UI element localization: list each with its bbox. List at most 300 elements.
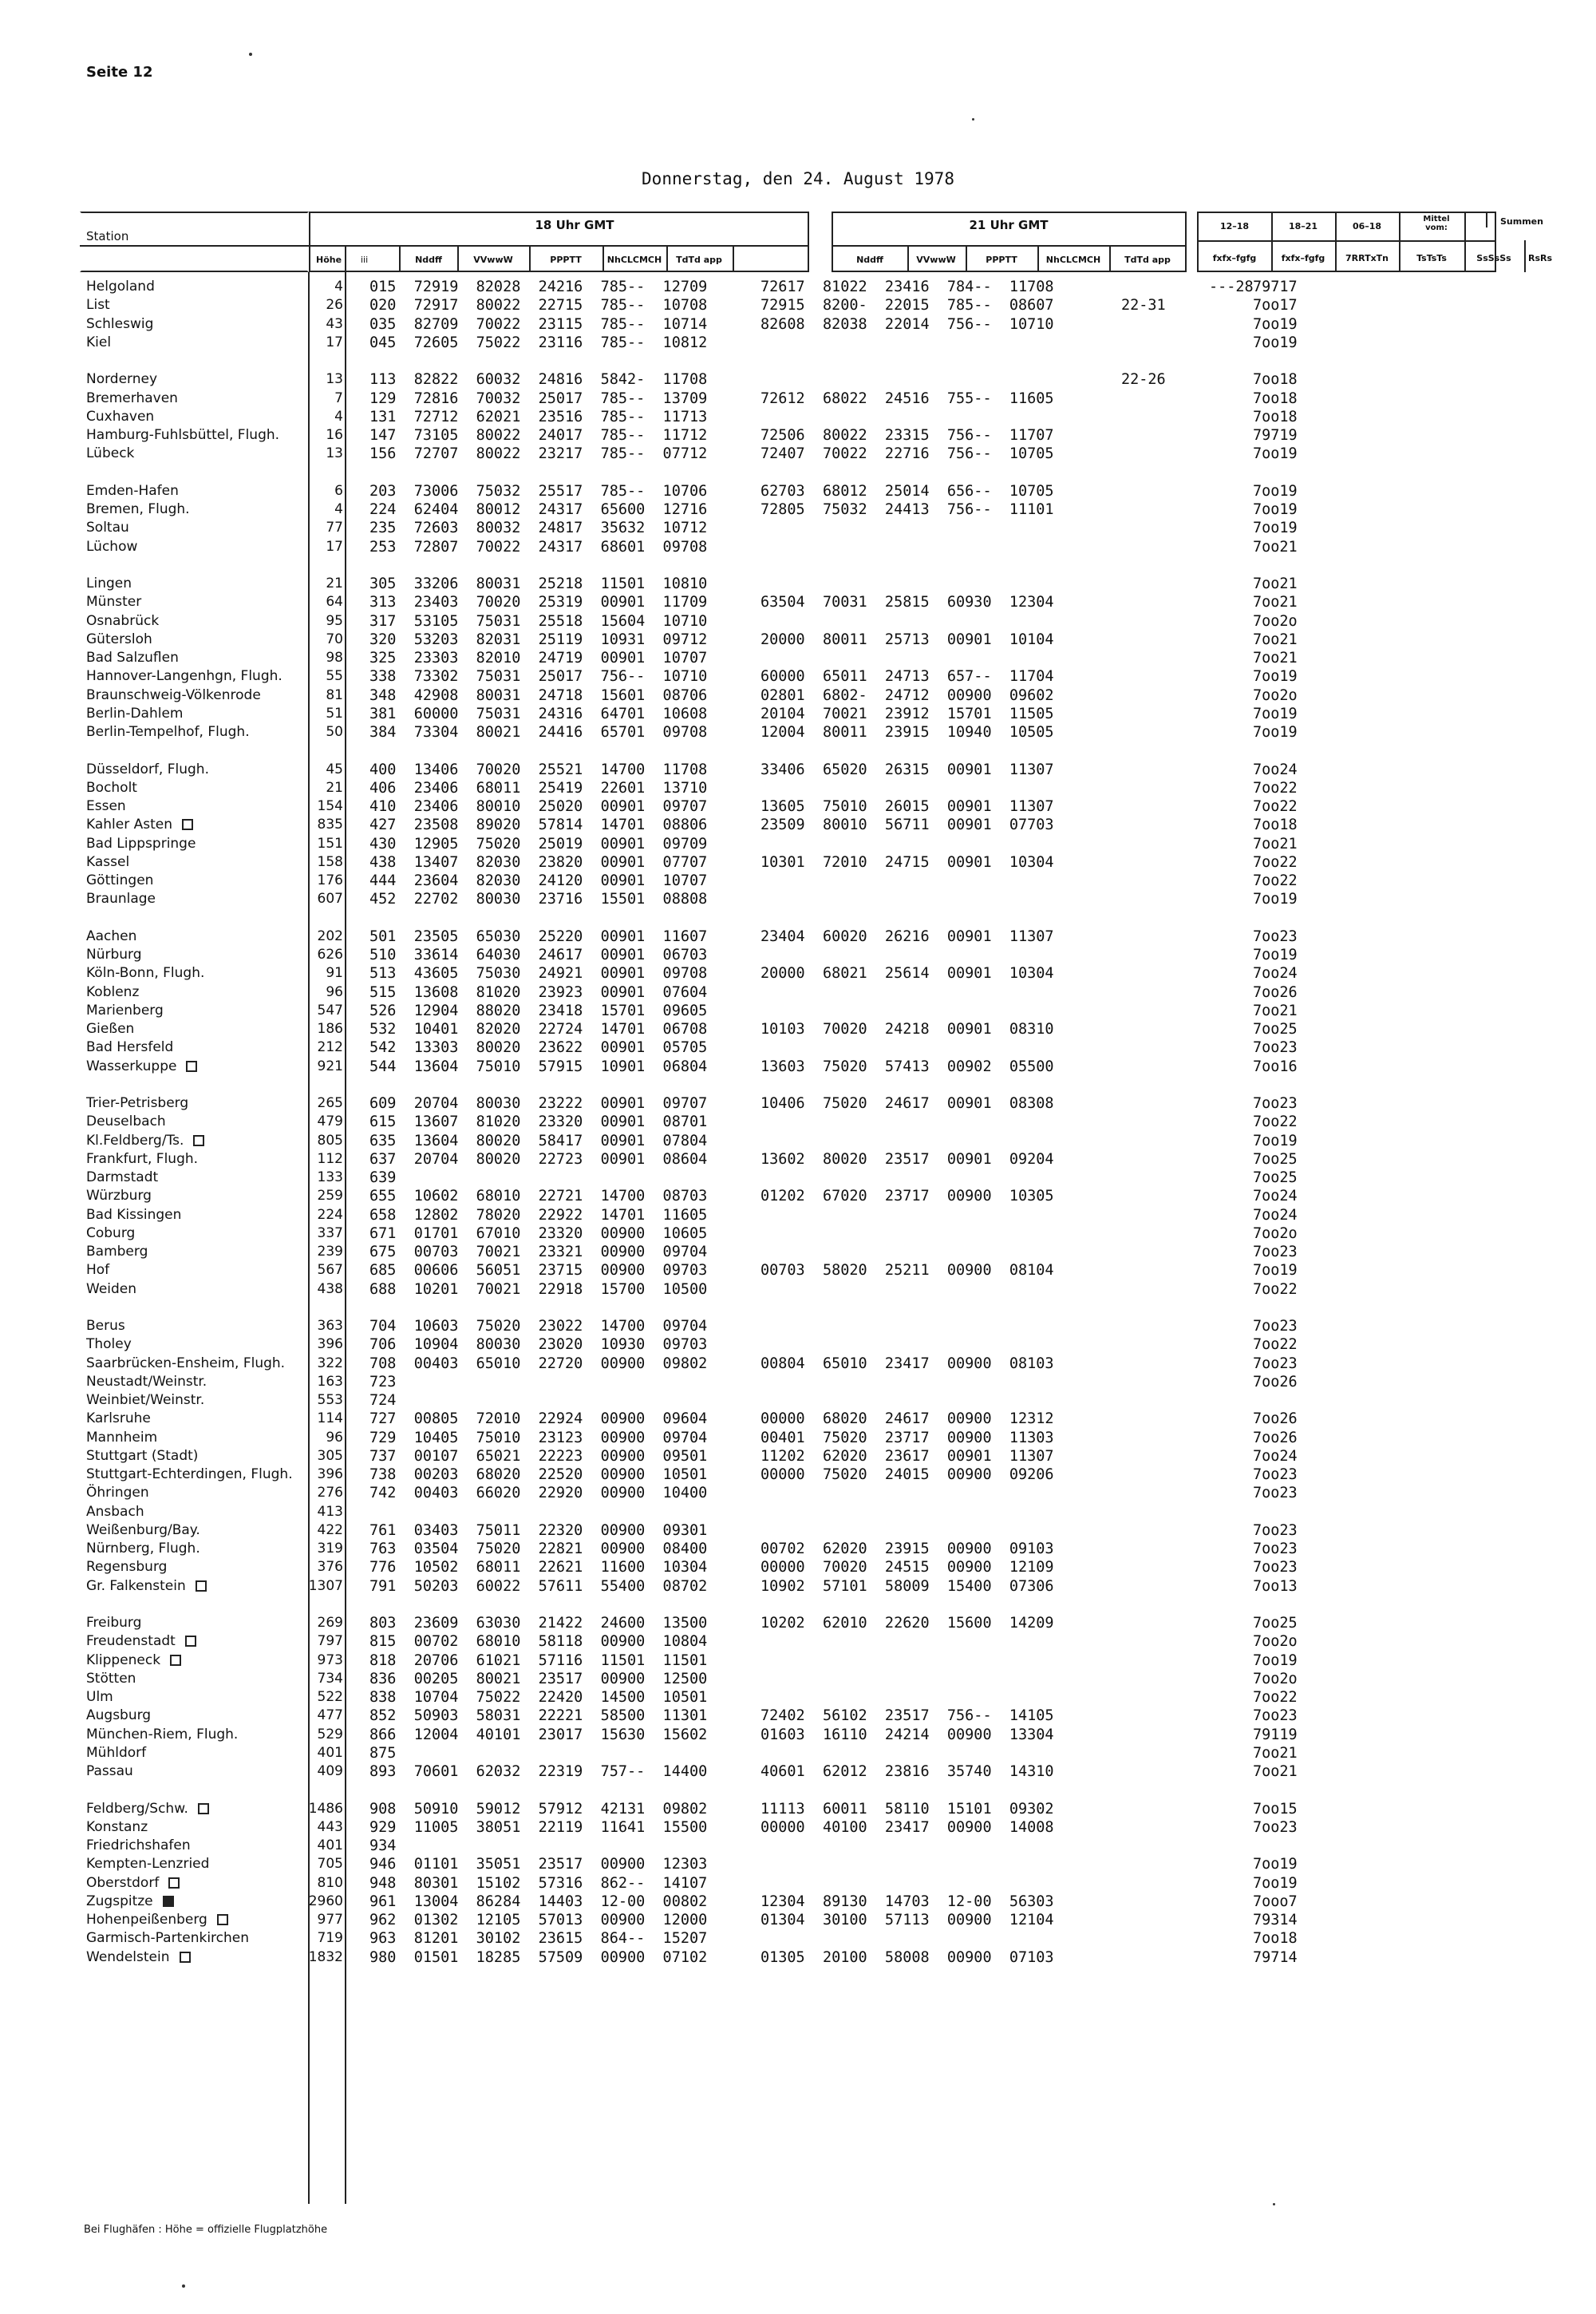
extremes-06-18: 7oo18 bbox=[1253, 408, 1298, 425]
table-row bbox=[0, 1670, 1596, 1688]
header-sub-summen-1: SsSsSs bbox=[1476, 253, 1511, 263]
table-row bbox=[0, 593, 1596, 611]
station-height: 6 bbox=[334, 482, 343, 499]
station-name: Norderney bbox=[86, 371, 158, 388]
extremes-06-18: 7oo19 bbox=[1253, 1651, 1298, 1669]
extremes-06-18: 7oo23 bbox=[1253, 1355, 1298, 1372]
divider bbox=[1399, 212, 1400, 272]
obs-18: 235 72603 80032 24817 35632 10712 bbox=[369, 520, 708, 537]
header-hoehe: Höhe bbox=[316, 255, 342, 265]
station-name: Stuttgart-Echterdingen, Flugh. bbox=[86, 1466, 293, 1482]
header-18-col-1: Nddff bbox=[415, 255, 442, 265]
table-row bbox=[0, 315, 1596, 334]
table-row bbox=[0, 1540, 1596, 1558]
obs-18: 381 60000 75031 24316 64701 10608 bbox=[369, 705, 708, 722]
extremes-06-18: 7oo19 bbox=[1253, 705, 1298, 722]
obs-18: 655 10602 68010 22721 14700 08703 bbox=[369, 1188, 708, 1205]
station-height: 396 bbox=[317, 1336, 343, 1353]
header-summen: Summen bbox=[1500, 216, 1543, 227]
obs-21: 72407 70022 22716 756-- 10705 bbox=[760, 445, 1054, 463]
station-name: Kempten-Lenzried bbox=[86, 1856, 210, 1873]
extremes-06-18: 7oo23 bbox=[1253, 1707, 1298, 1725]
extremes-06-18: 7oo22 bbox=[1253, 798, 1298, 815]
extremes-06-18: 7oo18 bbox=[1253, 390, 1298, 407]
obs-18: 763 03504 75020 22821 00900 08400 bbox=[369, 1541, 708, 1557]
obs-21: 33406 65020 26315 00901 11307 bbox=[760, 761, 1054, 778]
station-height: 21 bbox=[326, 779, 343, 796]
station-name: Bamberg bbox=[86, 1244, 148, 1260]
station-name: Tholey bbox=[86, 1336, 132, 1353]
extremes-06-18: 79719 bbox=[1253, 427, 1298, 444]
station-name: Trier-Petrisberg bbox=[86, 1095, 189, 1111]
obs-18: 962 01302 12105 57013 00900 12000 bbox=[369, 1912, 708, 1928]
open-square-icon bbox=[217, 1914, 228, 1925]
station-height: 547 bbox=[317, 1002, 343, 1019]
obs-18: 224 62404 80012 24317 65600 12716 bbox=[369, 501, 708, 518]
obs-18: 438 13407 82030 23820 00901 07707 bbox=[369, 853, 708, 871]
table-row bbox=[0, 1187, 1596, 1205]
table-header bbox=[80, 212, 1553, 272]
station-name: Weißenburg/Bay. bbox=[86, 1521, 200, 1538]
obs-18: 637 20704 80020 22723 00901 08604 bbox=[369, 1150, 708, 1168]
obs-21: 23509 80010 56711 00901 07703 bbox=[760, 817, 1054, 834]
table-row bbox=[0, 1577, 1596, 1596]
extremes-06-18: 7oo22 bbox=[1253, 1336, 1298, 1354]
extremes-06-18: 7oo24 bbox=[1253, 1188, 1298, 1205]
station-name: Bad Salzuflen bbox=[86, 650, 179, 666]
table-row bbox=[0, 816, 1596, 834]
obs-18: 688 10201 70021 22918 15700 10500 bbox=[369, 1280, 708, 1298]
station-name: Osnabrück bbox=[86, 612, 160, 629]
station-name: Wendelstein bbox=[86, 1948, 191, 1967]
divider bbox=[907, 245, 909, 272]
table-row bbox=[0, 1113, 1596, 1131]
obs-21: 11113 60011 58110 15101 09302 bbox=[760, 1800, 1054, 1818]
obs-18: 908 50910 59012 57912 42131 09802 bbox=[369, 1800, 708, 1818]
obs-21: 10202 62010 22620 15600 14209 bbox=[760, 1615, 1054, 1632]
extremes-06-18: 7oo13 bbox=[1253, 1577, 1298, 1595]
obs-18: 776 10502 68011 22621 11600 10304 bbox=[369, 1559, 708, 1576]
extremes-06-18: 7oo21 bbox=[1253, 631, 1298, 648]
extremes-06-18: 7oo19 bbox=[1253, 668, 1298, 686]
station-height: 43 bbox=[326, 315, 343, 332]
obs-21: 00000 75020 24015 00900 09206 bbox=[760, 1466, 1054, 1483]
divider bbox=[1335, 212, 1337, 272]
header-sub-06-18: 7RRTxTn bbox=[1345, 253, 1389, 263]
station-name: Hannover-Langenhgn, Flugh. bbox=[86, 668, 282, 685]
table-row bbox=[0, 1094, 1596, 1113]
extremes-06-18: 7oo22 bbox=[1253, 1113, 1298, 1131]
table-row bbox=[0, 1038, 1596, 1057]
extremes-06-18: 7oo24 bbox=[1253, 965, 1298, 983]
obs-18: 963 81201 30102 23615 864-- 15207 bbox=[369, 1930, 708, 1948]
table-row bbox=[0, 1466, 1596, 1484]
station-name: Karlsruhe bbox=[86, 1410, 151, 1427]
scan-speck bbox=[972, 118, 974, 121]
station-height: 158 bbox=[317, 853, 343, 870]
obs-21: 10406 75020 24617 00901 08308 bbox=[760, 1095, 1054, 1112]
station-name: Helgoland bbox=[86, 279, 155, 295]
table-row bbox=[0, 575, 1596, 593]
header-station-line bbox=[80, 245, 309, 247]
station-height: 4 bbox=[334, 501, 343, 517]
table-row bbox=[0, 853, 1596, 872]
table-row bbox=[0, 1484, 1596, 1502]
station-height: 396 bbox=[317, 1466, 343, 1482]
station-height: 7 bbox=[334, 390, 343, 406]
filled-square-icon bbox=[163, 1896, 174, 1907]
extremes-06-18: 7oo21 bbox=[1253, 1002, 1298, 1019]
obs-18: 400 13406 70020 25521 14700 11708 bbox=[369, 761, 708, 778]
obs-21: 13603 75020 57413 00902 05500 bbox=[760, 1058, 1054, 1075]
obs-21: 01304 30100 57113 00900 12104 bbox=[760, 1912, 1054, 1928]
obs-18: 875 bbox=[369, 1744, 397, 1762]
obs-21: 01305 20100 58008 00900 07103 bbox=[760, 1948, 1054, 1966]
obs-21: 11202 62020 23617 00901 11307 bbox=[760, 1447, 1054, 1465]
station-height: 154 bbox=[317, 798, 343, 814]
station-name: Bocholt bbox=[86, 779, 137, 796]
obs-18: 866 12004 40101 23017 15630 15602 bbox=[369, 1726, 708, 1743]
station-name: Kiel bbox=[86, 334, 112, 350]
station-height: 224 bbox=[317, 1206, 343, 1223]
divider bbox=[602, 245, 604, 272]
station-height: 413 bbox=[317, 1503, 343, 1520]
station-name: Kahler Asten bbox=[86, 816, 193, 834]
obs-18: 410 23406 80010 25020 00901 09707 bbox=[369, 798, 708, 815]
extremes-06-18: 7oo19 bbox=[1253, 891, 1298, 908]
obs-21: 13602 80020 23517 00901 09204 bbox=[760, 1150, 1054, 1168]
station-name: Koblenz bbox=[86, 983, 140, 1000]
open-square-icon bbox=[185, 1636, 196, 1647]
extremes-06-18: 7oo19 bbox=[1253, 334, 1298, 351]
obs-18: 338 73302 75031 25017 756-- 10710 bbox=[369, 668, 708, 686]
extremes-06-18: 7oo23 bbox=[1253, 1039, 1298, 1057]
obs-18: 430 12905 75020 25019 00901 09709 bbox=[369, 835, 708, 852]
obs-18: 609 20704 80030 23222 00901 09707 bbox=[369, 1095, 708, 1112]
obs-18: 513 43605 75030 24921 00901 09708 bbox=[369, 965, 708, 983]
station-name: Bad Lippspringe bbox=[86, 835, 196, 852]
obs-18: 893 70601 62032 22319 757-- 14400 bbox=[369, 1763, 708, 1780]
table-row bbox=[0, 1132, 1596, 1150]
station-name: Kl.Feldberg/Ts. bbox=[86, 1132, 204, 1150]
station-name: Köln-Bonn, Flugh. bbox=[86, 965, 205, 982]
station-name: Garmisch-Partenkirchen bbox=[86, 1930, 250, 1947]
header-21-col-2: VVwwW bbox=[916, 255, 956, 265]
station-name: Augsburg bbox=[86, 1707, 152, 1724]
obs-21: 82608 82038 22014 756-- 10710 bbox=[760, 315, 1054, 333]
obs-21: 01603 16110 24214 00900 13304 bbox=[760, 1726, 1054, 1743]
table-row bbox=[0, 1929, 1596, 1948]
station-height: 70 bbox=[326, 631, 343, 647]
extremes-06-18: 7oo19 bbox=[1253, 445, 1298, 463]
obs-21: 00000 70020 24515 00900 12109 bbox=[760, 1559, 1054, 1576]
station-name: Bad Hersfeld bbox=[86, 1039, 174, 1056]
extremes-06-18: 7oo23 bbox=[1253, 1244, 1298, 1260]
obs-21: 13605 75010 26015 00901 11307 bbox=[760, 798, 1054, 815]
extremes-06-18: 7oo19 bbox=[1253, 1856, 1298, 1873]
obs-18: 658 12802 78020 22922 14701 11605 bbox=[369, 1206, 708, 1224]
extremes-06-18: 79717 bbox=[1253, 279, 1298, 295]
station-height: 64 bbox=[326, 594, 343, 611]
station-height: 50 bbox=[326, 724, 343, 740]
station-name: Bremen, Flugh. bbox=[86, 501, 190, 517]
table-row bbox=[0, 723, 1596, 742]
station-height: 112 bbox=[317, 1150, 343, 1167]
station-height: 376 bbox=[317, 1559, 343, 1576]
obs-18: 131 72712 62021 23516 785-- 11713 bbox=[369, 408, 708, 425]
obs-18: 671 01701 67010 23320 00900 10605 bbox=[369, 1224, 708, 1242]
station-name: Hof bbox=[86, 1262, 110, 1279]
header-06-18: 06–18 bbox=[1352, 221, 1382, 231]
scan-speck bbox=[249, 53, 252, 56]
obs-21: 72617 81022 23416 784-- 11708 bbox=[760, 279, 1054, 295]
extremes-06-18: 7oo26 bbox=[1253, 1429, 1298, 1446]
divider bbox=[1109, 245, 1111, 272]
station-name: Münster bbox=[86, 594, 142, 611]
obs-18: 803 23609 63030 21422 24600 13500 bbox=[369, 1615, 708, 1632]
extremes-06-18: 7oo26 bbox=[1253, 1373, 1298, 1390]
obs-21: 00702 62020 23915 00900 09103 bbox=[760, 1541, 1054, 1557]
obs-21: 40601 62012 23816 35740 14310 bbox=[760, 1763, 1054, 1780]
gust-18-21: ---28 bbox=[1209, 279, 1254, 295]
extremes-06-18: 7oo19 bbox=[1253, 520, 1298, 537]
station-name: Konstanz bbox=[86, 1818, 148, 1835]
obs-18: 724 bbox=[369, 1392, 397, 1409]
header-group-21: 21 Uhr GMT bbox=[969, 218, 1049, 232]
obs-21: 72506 80022 23315 756-- 11707 bbox=[760, 427, 1054, 444]
station-name: Regensburg bbox=[86, 1559, 168, 1576]
station-name: Göttingen bbox=[86, 872, 154, 888]
obs-18: 729 10405 75010 23123 00900 09704 bbox=[369, 1429, 708, 1446]
extremes-06-18: 7oo22 bbox=[1253, 1689, 1298, 1706]
table-row bbox=[0, 519, 1596, 537]
divider bbox=[1464, 212, 1466, 272]
station-name: Hamburg-Fuhlsbüttel, Flugh. bbox=[86, 427, 280, 443]
station-height: 705 bbox=[317, 1856, 343, 1873]
obs-18: 305 33206 80031 25218 11501 10810 bbox=[369, 576, 708, 592]
divider bbox=[666, 245, 668, 272]
extremes-06-18: 7oo21 bbox=[1253, 576, 1298, 592]
date-line: Donnerstag, den 24. August 1978 bbox=[642, 169, 954, 188]
table-row bbox=[0, 1261, 1596, 1280]
obs-18: 742 00403 66020 22920 00900 10400 bbox=[369, 1485, 708, 1502]
station-name: Braunschweig-Völkenrode bbox=[86, 686, 261, 703]
obs-18: 526 12904 88020 23418 15701 09605 bbox=[369, 1002, 708, 1019]
station-height: 322 bbox=[317, 1355, 343, 1371]
table-row bbox=[0, 1280, 1596, 1299]
table-row bbox=[0, 835, 1596, 853]
station-name: Berus bbox=[86, 1318, 125, 1334]
table-row bbox=[0, 1410, 1596, 1428]
station-name: Gießen bbox=[86, 1021, 135, 1037]
station-height: 401 bbox=[317, 1744, 343, 1761]
obs-21: 72915 8200- 22015 785-- 08607 bbox=[760, 297, 1054, 314]
station-height: 202 bbox=[317, 928, 343, 944]
obs-18: 708 00403 65010 22720 00900 09802 bbox=[369, 1355, 708, 1372]
divider bbox=[1486, 212, 1487, 227]
table-row bbox=[0, 1169, 1596, 1187]
obs-18: 317 53105 75031 25518 15604 10710 bbox=[369, 612, 708, 630]
obs-21: 02801 6802- 24712 00900 09602 bbox=[760, 686, 1054, 704]
station-height: 269 bbox=[317, 1615, 343, 1631]
obs-21: 00804 65010 23417 00900 08103 bbox=[760, 1355, 1054, 1372]
extremes-06-18: 7oo21 bbox=[1253, 538, 1298, 556]
extremes-06-18: 7oo23 bbox=[1253, 1466, 1298, 1483]
header-18-col-5: TdTd app bbox=[676, 255, 722, 265]
station-height: 319 bbox=[317, 1541, 343, 1557]
table-row bbox=[0, 1688, 1596, 1707]
obs-18: 035 82709 70022 23115 785-- 10714 bbox=[369, 315, 708, 333]
obs-18: 406 23406 68011 25419 22601 13710 bbox=[369, 779, 708, 797]
obs-21: 60000 65011 24713 657-- 11704 bbox=[760, 668, 1054, 686]
obs-18: 615 13607 81020 23320 00901 08701 bbox=[369, 1113, 708, 1131]
station-height: 17 bbox=[326, 334, 343, 350]
obs-18: 706 10904 80030 23020 10930 09703 bbox=[369, 1336, 708, 1354]
header-mittel: Mittel vom: bbox=[1423, 215, 1450, 232]
table-row bbox=[0, 872, 1596, 890]
obs-18: 723 bbox=[369, 1373, 397, 1390]
station-name: Lüchow bbox=[86, 538, 138, 555]
header-sub-18-21: fxfx–fgfg bbox=[1281, 253, 1325, 263]
header-station: Station bbox=[86, 229, 129, 243]
station-name: Mannheim bbox=[86, 1429, 158, 1446]
header-group-18: 18 Uhr GMT bbox=[535, 218, 614, 232]
station-height: 529 bbox=[317, 1726, 343, 1742]
obs-18: 320 53203 82031 25119 10931 09712 bbox=[369, 631, 708, 648]
station-height: 1307 bbox=[308, 1577, 343, 1594]
table-row bbox=[0, 1317, 1596, 1335]
station-name: Hohenpeißenberg bbox=[86, 1911, 228, 1929]
extremes-06-18: 7oo25 bbox=[1253, 1021, 1298, 1038]
footnote: Bei Flughäfen : Höhe = offizielle Flugplatzhöhe bbox=[84, 2224, 328, 2236]
station-name: Soltau bbox=[86, 520, 129, 536]
station-height: 835 bbox=[317, 817, 343, 833]
obs-18: 946 01101 35051 23517 00900 12303 bbox=[369, 1856, 708, 1873]
table-row bbox=[0, 1020, 1596, 1038]
station-name: Zugspitze bbox=[86, 1893, 174, 1911]
table-row bbox=[0, 1206, 1596, 1224]
obs-21: 12004 80011 23915 10940 10505 bbox=[760, 724, 1054, 741]
header-18-col-2: VVwwW bbox=[473, 255, 513, 265]
table-row bbox=[0, 1744, 1596, 1762]
station-height: 13 bbox=[326, 371, 343, 388]
station-name: Ansbach bbox=[86, 1503, 144, 1520]
extremes-06-18: 7oo26 bbox=[1253, 1410, 1298, 1428]
extremes-06-18: 7oo19 bbox=[1253, 947, 1298, 963]
obs-18: 515 13608 81020 23923 00901 07604 bbox=[369, 983, 708, 1001]
station-height: 212 bbox=[317, 1039, 343, 1056]
obs-18: 685 00606 56051 23715 00900 09703 bbox=[369, 1262, 708, 1280]
station-name: Freudenstadt bbox=[86, 1632, 196, 1651]
station-height: 151 bbox=[317, 835, 343, 852]
divider bbox=[529, 245, 531, 272]
extremes-06-18: 7oo2o bbox=[1253, 1670, 1298, 1687]
table-row bbox=[0, 649, 1596, 667]
header-right-line bbox=[1197, 240, 1496, 242]
station-height: 95 bbox=[326, 612, 343, 629]
extremes-06-18: 79714 bbox=[1253, 1948, 1298, 1966]
obs-18: 015 72919 82028 24216 785-- 12709 bbox=[369, 279, 708, 295]
table-row bbox=[0, 482, 1596, 500]
station-name: Lingen bbox=[86, 576, 132, 591]
station-name: Stuttgart (Stadt) bbox=[86, 1447, 199, 1464]
open-square-icon bbox=[186, 1061, 197, 1072]
station-height: 810 bbox=[317, 1874, 343, 1891]
station-name: Düsseldorf, Flugh. bbox=[86, 761, 209, 777]
table-row bbox=[0, 538, 1596, 556]
station-name: Coburg bbox=[86, 1224, 136, 1241]
table-row bbox=[0, 1224, 1596, 1243]
obs-18: 325 23303 82010 24719 00901 10707 bbox=[369, 650, 708, 667]
station-name: Darmstadt bbox=[86, 1169, 159, 1185]
station-height: 114 bbox=[317, 1410, 343, 1427]
station-height: 51 bbox=[326, 705, 343, 722]
table-row bbox=[0, 686, 1596, 705]
station-name: Emden-Hafen bbox=[86, 482, 179, 499]
station-height: 96 bbox=[326, 983, 343, 1000]
station-height: 186 bbox=[317, 1021, 343, 1037]
table-row bbox=[0, 631, 1596, 649]
station-height: 567 bbox=[317, 1262, 343, 1279]
header-12-18: 12–18 bbox=[1219, 221, 1250, 231]
open-square-icon bbox=[170, 1655, 181, 1666]
extremes-06-18: 7oo18 bbox=[1253, 371, 1298, 389]
extremes-06-18: 7oo19 bbox=[1253, 724, 1298, 741]
scan-speck bbox=[1273, 2203, 1275, 2205]
table-row bbox=[0, 1632, 1596, 1651]
obs-18: 129 72816 70032 25017 785-- 13709 bbox=[369, 390, 708, 407]
table-row bbox=[0, 426, 1596, 445]
gust-12-18: 22-26 bbox=[1121, 371, 1166, 389]
extremes-06-18: 7oo2o bbox=[1253, 1633, 1298, 1651]
obs-18: 203 73006 75032 25517 785-- 10706 bbox=[369, 482, 708, 500]
obs-18: 704 10603 75020 23022 14700 09704 bbox=[369, 1318, 708, 1335]
obs-18: 444 23604 82030 24120 00901 10707 bbox=[369, 872, 708, 889]
station-height: 553 bbox=[317, 1392, 343, 1408]
table-row bbox=[0, 1558, 1596, 1576]
obs-18: 818 20706 61021 57116 11501 11501 bbox=[369, 1651, 708, 1669]
table-row bbox=[0, 1355, 1596, 1373]
table-row bbox=[0, 1335, 1596, 1354]
station-height: 26 bbox=[326, 297, 343, 314]
extremes-06-18: 7oo23 bbox=[1253, 1095, 1298, 1112]
obs-18: 544 13604 75010 57915 10901 06804 bbox=[369, 1058, 708, 1075]
obs-21: 01202 67020 23717 00900 10305 bbox=[760, 1188, 1054, 1205]
station-height: 977 bbox=[317, 1912, 343, 1928]
header-sub-summen-2: RsRs bbox=[1527, 253, 1553, 263]
station-height: 337 bbox=[317, 1224, 343, 1241]
obs-18: 948 80301 15102 57316 862-- 14107 bbox=[369, 1874, 708, 1892]
station-height: 363 bbox=[317, 1318, 343, 1334]
extremes-06-18: 7oo18 bbox=[1253, 1930, 1298, 1948]
station-height: 81 bbox=[326, 686, 343, 703]
station-name: Stötten bbox=[86, 1670, 136, 1687]
extremes-06-18: 7oo19 bbox=[1253, 482, 1298, 500]
obs-21: 00000 40100 23417 00900 14008 bbox=[760, 1818, 1054, 1836]
station-name: Gütersloh bbox=[86, 631, 152, 647]
extremes-06-18: 7oo23 bbox=[1253, 1485, 1298, 1502]
table-row bbox=[0, 296, 1596, 314]
obs-21: 72805 75032 24413 756-- 11101 bbox=[760, 501, 1054, 518]
header-21-col-1: Nddff bbox=[856, 255, 883, 265]
station-name: List bbox=[86, 297, 110, 314]
table-row bbox=[0, 1911, 1596, 1929]
station-name: Wasserkuppe bbox=[86, 1058, 197, 1076]
obs-18: 384 73304 80021 24416 65701 09708 bbox=[369, 724, 708, 741]
station-height: 1486 bbox=[308, 1800, 343, 1817]
station-height: 13 bbox=[326, 445, 343, 462]
obs-18: 961 13004 86284 14403 12-00 00802 bbox=[369, 1893, 708, 1910]
